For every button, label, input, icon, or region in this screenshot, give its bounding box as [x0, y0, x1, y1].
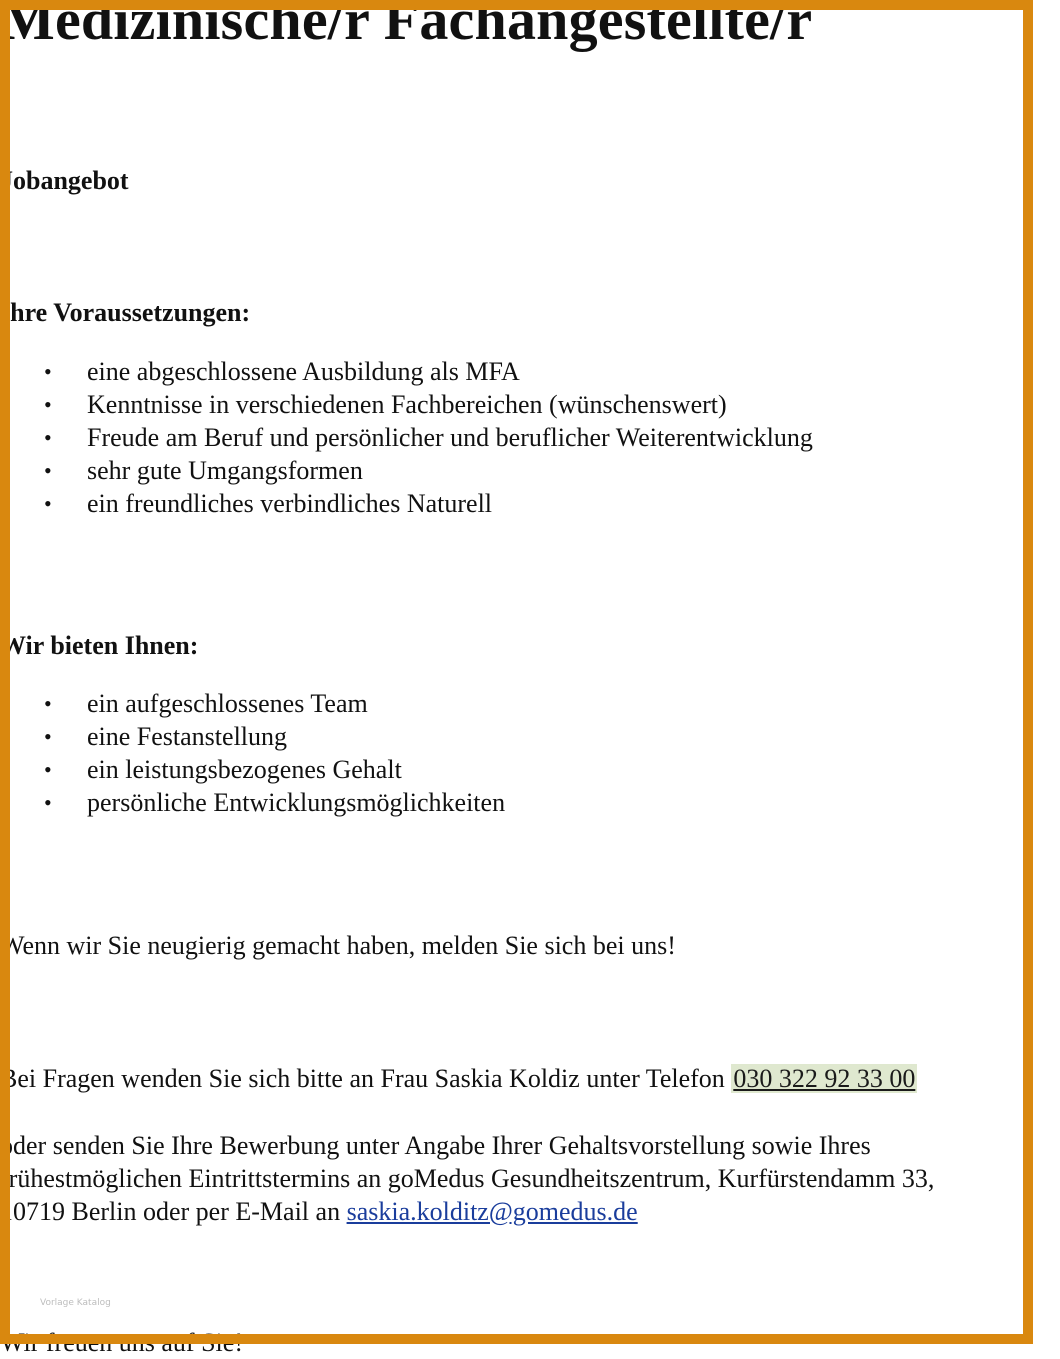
bullet: •: [44, 724, 52, 749]
bullet: •: [44, 790, 52, 815]
watermark: Vorlage Katalog: [40, 1298, 111, 1308]
invite-text: Wenn wir Sie neugierig gemacht haben, melden Sie sich bei uns!: [0, 931, 676, 960]
phone-link[interactable]: 030 322 92 33 00: [733, 1064, 916, 1093]
contact-line-4: 10719 Berlin oder per E-Mail an saskia.kolditz@gomedus.de: [0, 1197, 638, 1226]
bullet: •: [44, 392, 52, 417]
bullet: •: [44, 491, 52, 516]
subtitle: Jobangebot: [0, 166, 129, 195]
contact-line-3: frühestmöglichen Eintrittstermins an goMedus Gesundheitszentrum, Kurfürstendamm 33,: [0, 1164, 935, 1193]
requirements-heading: Ihre Voraussetzungen:: [0, 298, 251, 327]
contact-line-2: oder senden Sie Ihre Bewerbung unter Angabe Ihrer Gehaltsvorstellung sowie Ihres: [0, 1131, 871, 1160]
document: Medizinische/r Fachangestellte/r Jobangebot Ihre Voraussetzungen: • eine abgeschlossene Ausbildung als MFA • Kenntnisse in verschiedenen Fachbereichen (wünschenswert) • Freude am Beruf und persönlicher und beruflicher Weiterentwicklung • sehr gute Umgangsformen • ein freundliches verbindliches Naturell Wir bieten Ihnen: • ein aufgeschlossenes Team • eine Festanstellung • ein leistungsbezogenes Gehalt • persönliche Entwicklungsmöglichkeiten Wenn wir Sie neugierig gemacht haben, melden Sie sich bei uns! Bei Fragen wenden Sie sich bitte an Frau Saskia Koldiz unter Telefon 030 322 92 33 00 oder senden Sie Ihre Bewerbung unter Angabe Ihrer Gehaltsvorstellung sowie Ihres frühestmöglichen Eintrittstermins an goMedus Gesundheitszentrum, Kurfürstendamm 33, 10719 Berlin oder per E-Mail an saskia.kolditz@gomedus.de Wir freuen uns auf Sie! Vorlage Katalog: [10, 10, 1023, 1334]
bullet: •: [44, 425, 52, 450]
bullet: •: [44, 757, 52, 782]
offer-heading: Wir bieten Ihnen:: [0, 631, 199, 660]
email-link[interactable]: saskia.kolditz@gomedus.de: [346, 1197, 638, 1226]
closing-text: Wir freuen uns auf Sie!: [0, 1328, 243, 1357]
contact-line-1: Bei Fragen wenden Sie sich bitte an Frau Saskia Koldiz unter Telefon 030 322 92 33 00: [0, 1064, 916, 1093]
bullet: •: [44, 359, 52, 384]
bullet: •: [44, 691, 52, 716]
page-title: Medizinische/r Fachangestellte/r: [0, 0, 813, 52]
bullet: •: [44, 458, 52, 483]
